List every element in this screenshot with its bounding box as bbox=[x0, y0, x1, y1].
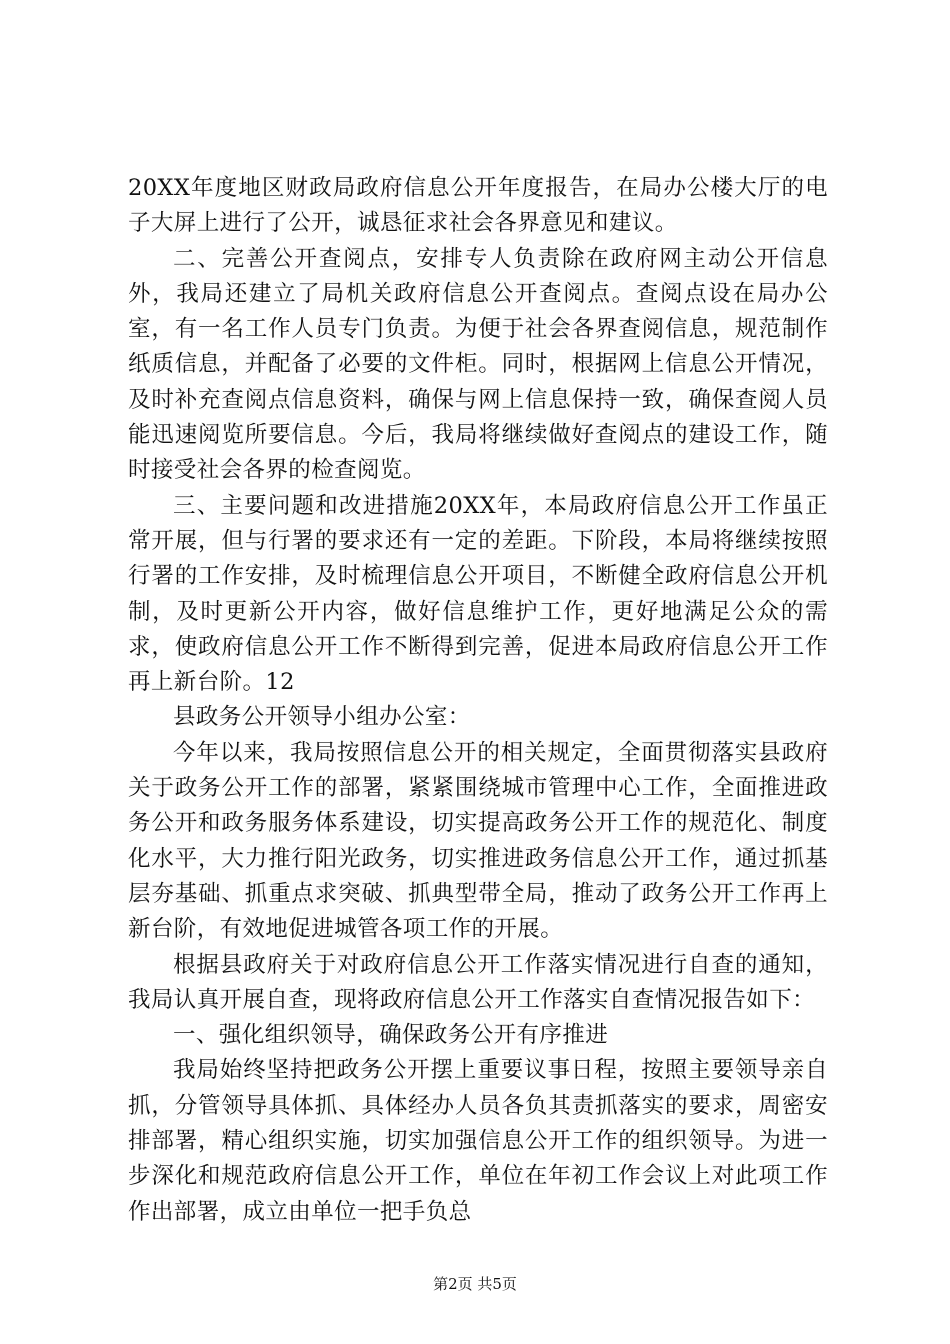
paragraph-2: 二、完善公开查阅点，安排专人负责除在政府网主动公开信息外，我局还建立了局机关政府信息公开查阅点。查阅点设在局办公室，有一名工作人员专门负责。为便于社会各界查阅信息，规范制作纸质信息，并配备了必要的文件柜。同时，根据网上信息公开情况，及时补充查阅点信息资料，确保与网上信息保持一致，确保查阅人员能迅速阅览所要信息。今后，我局将继续做好查阅点的建设工作，随时接受社会各界的检查阅览。 bbox=[128, 245, 828, 484]
paragraph-5: 今年以来，我局按照信息公开的相关规定，全面贯彻落实县政府关于政务公开工作的部署，紧紧围绕城市管理中心工作，全面推进政务公开和政务服务体系建设，切实提高政务公开工作的规范化、制度化水平，大力推行阳光政务，切实推进政务信息公开工作，通过抓基层夯基础、抓重点求突破、抓典型带全局，推动了政务公开工作再上新台阶，有效地促进城管各项工作的开展。 bbox=[128, 739, 828, 943]
paragraph-1: 20XX年度地区财政局政府信息公开年度报告，在局办公楼大厅的电子大屏上进行了公开，诚恳征求社会各界意见和建议。 bbox=[128, 175, 828, 237]
paragraph-7: 一、强化组织领导，确保政务公开有序推进 bbox=[173, 1022, 609, 1049]
paragraph-4: 县政务公开领导小组办公室： bbox=[173, 704, 471, 731]
paragraph-8: 我局始终坚持把政务公开摆上重要议事日程，按照主要领导亲自抓，分管领导具体抓、具体经办人员各负其责抓落实的要求，周密安排部署，精心组织实施，切实加强信息公开工作的组织领导。为进一步深化和规范政府信息公开工作，单位在年初工作会议上对此项工作作出部署，成立由单位一把手负总 bbox=[128, 1057, 828, 1225]
document-body bbox=[128, 171, 828, 1230]
paragraph-3: 三、主要问题和改进措施20XX年，本局政府信息公开工作虽正常开展，但与行署的要求还有一定的差距。下阶段，本局将继续按照行署的工作安排，及时梳理信息公开项目，不断健全政府信息公开机制，及时更新公开内容，做好信息维护工作，更好地满足公众的需求，使政府信息公开工作不断得到完善，促进本局政府信息公开工作再上新台阶。12 bbox=[128, 492, 828, 696]
page-footer: 第2页 共5页 bbox=[433, 1275, 517, 1293]
paragraph-6: 根据县政府关于对政府信息公开工作落实情况进行自查的通知，我局认真开展自查，现将政府信息公开工作落实自查情况报告如下： bbox=[128, 951, 828, 1013]
